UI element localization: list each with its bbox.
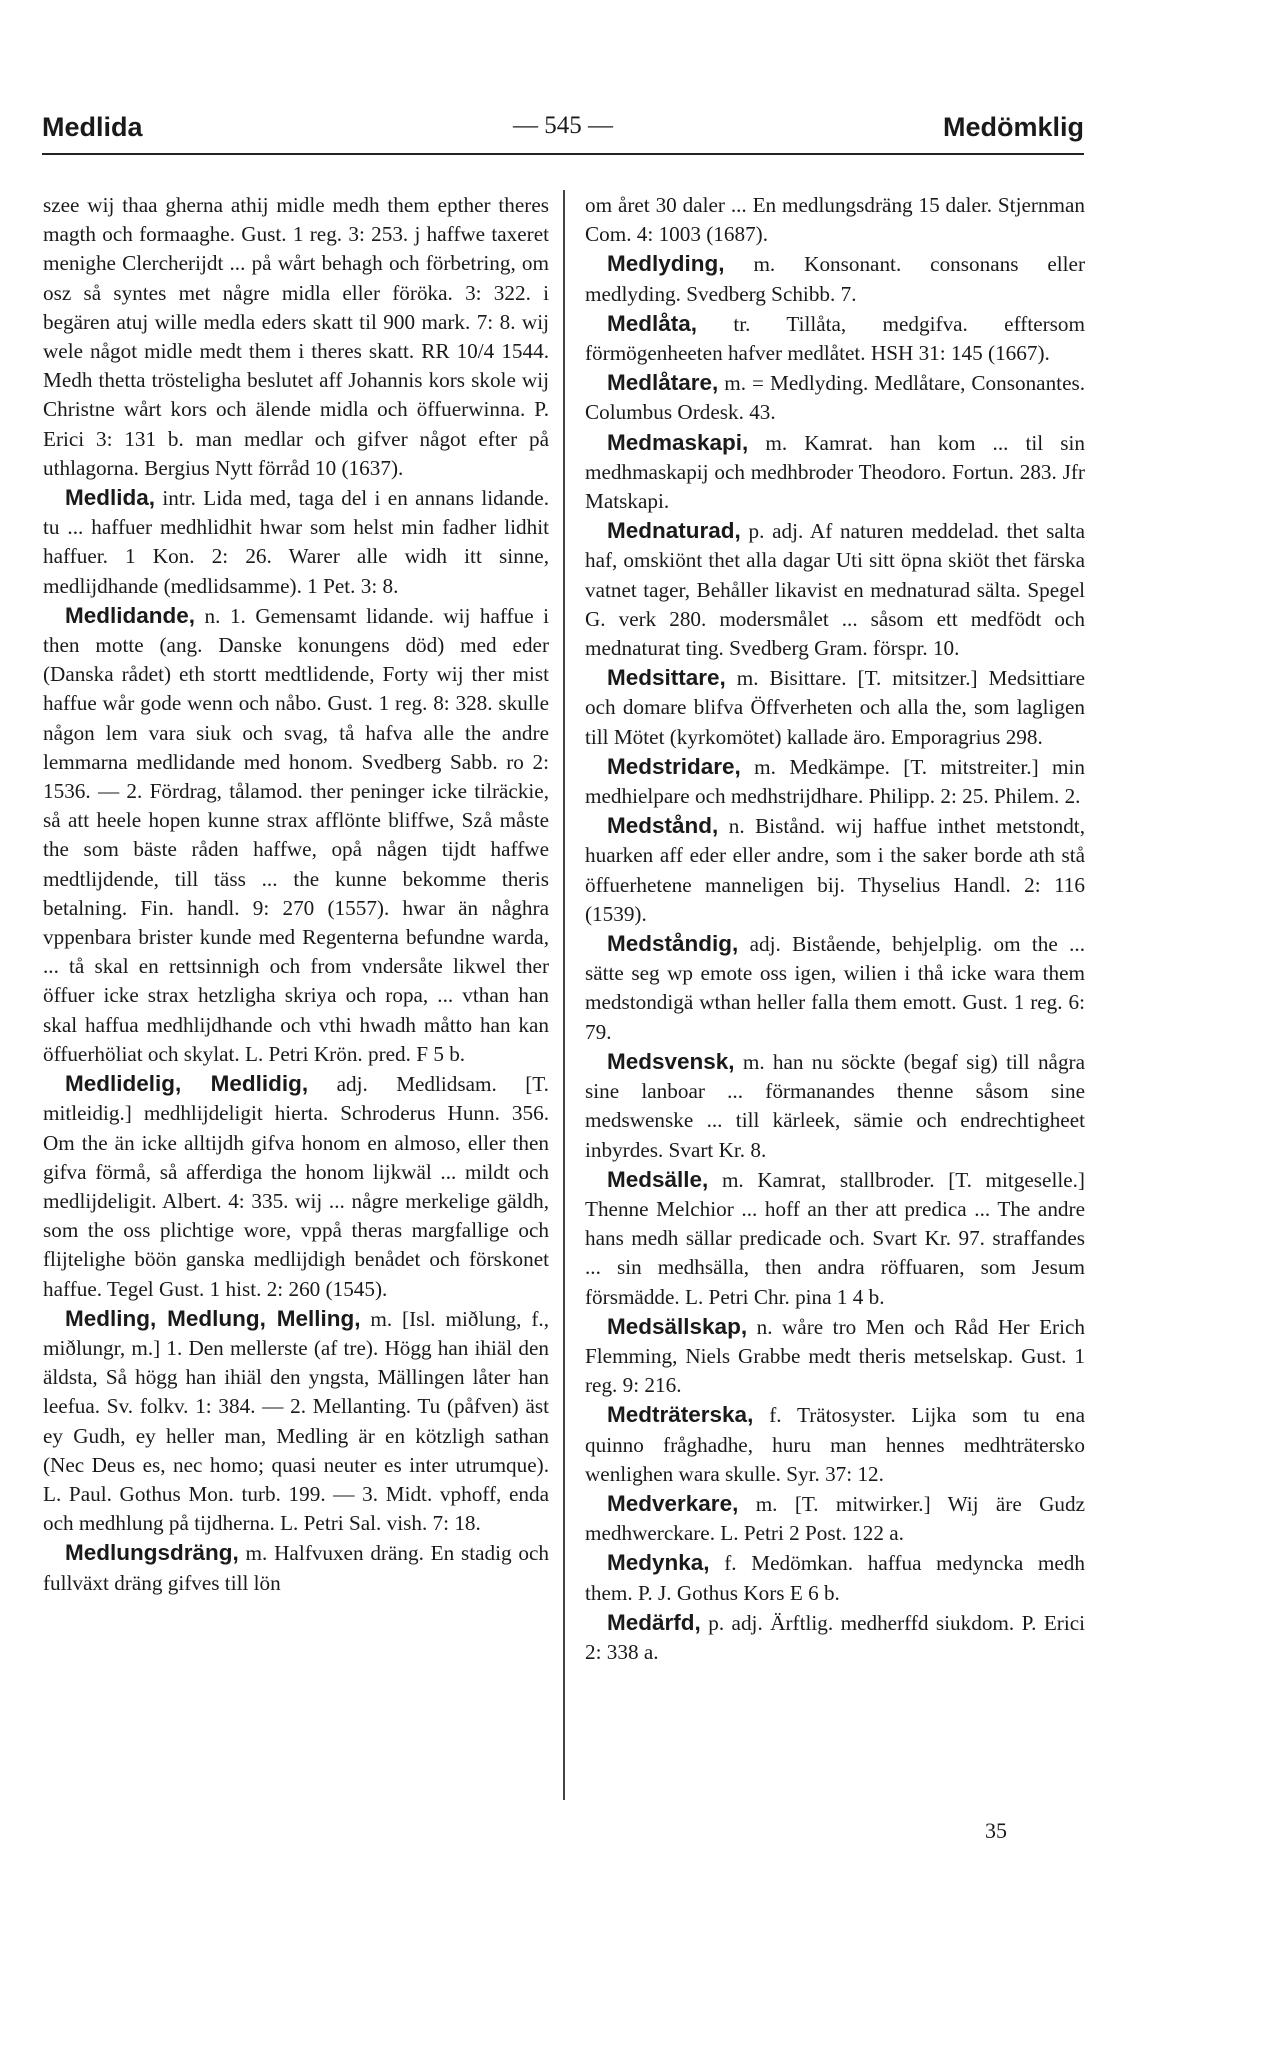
running-header [42, 112, 1084, 152]
entry [585, 516, 1085, 663]
definition: m. Kamrat, stallbroder. [T. mitgeselle.] Thenne Melchior ... hoff an ther att predica ... The andre hans medh sällar predicade och. Svart Kr. 97. straffandes ... sin medhsälla, then andra röffuaren, som Jesum försmädde. L. Petri Chr. pina 1 4 b. [585, 1167, 1085, 1309]
headword: Mednaturad, [607, 518, 741, 544]
header-last-word: Medömklig [942, 112, 1084, 142]
entry [585, 368, 1085, 427]
definition: n. Bistånd. wij haffue inthet metstondt, huarken aff eder eller andre, som i the saker borde ath stå öffuerhetene manneligen bij. Thyselius Handl. 2: 116 (1539). [585, 814, 1085, 926]
definition: n. wåre tro Men och Råd Her Erich Flemming, Niels Grabbe medt theris metselskap. Gust. 1 reg. 9: 216. [585, 1314, 1085, 1398]
headword: Medlungsdräng, [65, 1540, 239, 1566]
entry [585, 1047, 1085, 1165]
headword: Medynka, [607, 1550, 710, 1576]
definition: m. [T. mitwirker.] Wij äre Gudz medhwerckare. L. Petri 2 Post. 122 a. [585, 1491, 1086, 1546]
definition: f. Medömkan. haffua medyncka medh them. P. J. Gothus Kors E 6 b. [585, 1551, 1085, 1605]
definition: adj. Medlidsam. [T. mitleidig.] medhlijdeligit hierta. Schroderus Hunn. 356. Om the än icke alltijdh gifva honom en almoso, eller then gifva förmå, så afferdiga the honom lijkwäl ... mildt och medlijdeligit. Albert. 4: 335. wij ... någre merkelige gäldh, som the oss plichtige wore, vppå theras margfallige och flijtelighe böön ganska medlijdigh benådet och förskonet haffue. Tegel Gust. 1 hist. 2: 260 (1545). [43, 1072, 549, 1301]
header-first-word: Medlida [42, 112, 143, 142]
entry [585, 1608, 1085, 1667]
entry [585, 428, 1085, 517]
headword: Medmaskapi, [607, 429, 749, 455]
definition: m. = Medlyding. Medlåtare, Consonantes. Columbus Ordesk. 43. [585, 371, 1086, 425]
entry [585, 309, 1085, 368]
headword: Medsällskap, [607, 1313, 748, 1339]
definition: m. [Isl. miðlung, f., miðlungr, m.] 1. Den mellerste (af tre). Högg han ihiäl den äldsta, Så högg han ihiäl den yngsta, Mällingen låter han leefua. Sv. folkv. 1: 384. — 2. Mellanting. Tu (påfven) äst ey Gudh, ey heller man, Medling är en kötzligh sathan (Nec Deus es, nec homo; quasi neuter es inter utrumque). L. Paul. Gothus Mon. turb. 199. — 3. Midt. vphoff, enda och medhlung på tijdherna. L. Petri Sal. vish. 7: 18. [43, 1306, 549, 1536]
right-column [585, 191, 1085, 1667]
definition: m. Kamrat. han kom ... til sin medhmaskapij och medhbroder Theodoro. Fortun. 283. Jfr Matskapi. [585, 430, 1085, 514]
definition: m. Medkämpe. [T. mitstreiter.] min medhielpare och medhstrijdhare. Philipp. 2: 25. Philem. 2. [585, 754, 1085, 809]
entry [585, 1400, 1085, 1489]
entry [585, 1548, 1085, 1607]
entry [585, 1489, 1085, 1548]
definition: f. Trätosyster. Lijka som tu ena quinno fråghadhe, huru man hennes medhträtersko wenlighen wara skulle. Syr. 37: 12. [585, 1403, 1085, 1486]
entry [585, 752, 1085, 811]
headword: Medlidande, [65, 602, 196, 628]
header-rule [42, 153, 1084, 155]
column-divider [563, 190, 565, 1800]
headword: Medverkare, [607, 1490, 739, 1516]
headword: Medträterska, [607, 1402, 754, 1428]
definition: intr. Lida med, taga del i en annans lidande. tu ... haffuer medhlidhit hwar som helst min fadher lidhit haffuer. 1 Kon. 2: 26. Warer alle widh itt sinne, medlijdhande (medlidsamme). 1 Pet. 3: 8. [43, 486, 550, 598]
entry [585, 811, 1085, 929]
definition: adj. Bistående, behjelplig. om the ... sätte seg wp emote oss igen, wilien i thå icke wara them medstondigä wthan heller falla them emott. Gust. 1 reg. 6: 79. [585, 932, 1086, 1044]
definition: m. Halfvuxen dräng. En stadig och fullväxt dräng gifves till lön [43, 1541, 549, 1595]
entry [43, 1538, 549, 1597]
entry [43, 1304, 549, 1539]
entry [43, 601, 549, 1069]
definition: m. Bisittare. [T. mitsitzer.] Medsittiare och domare blifva Öffverheten och alla the, som lagligen till Mötet (kyrkomötet) kallade äro. Emporagrius 298. [585, 666, 1085, 749]
continued-paragraph: om året 30 daler ... En medlungsdräng 15 daler. Stjernman Com. 4: 1003 (1687). [585, 193, 1085, 247]
definition: p. adj. Af naturen meddelad. thet salta haf, omskiönt thet alla dagar Uti sitt öpna skiöt thet färska vatnet tager, Behåller likavist en mednaturad sälta. Spegel G. verk 280. modersmålet ... såsom ett medfödt och mednaturat ting. Svedberg Gram. förspr. 10. [585, 519, 1086, 661]
entry [585, 1312, 1085, 1401]
headword: Medlåta, [607, 310, 698, 336]
continued-paragraph: szee wij thaa gherna athij midle medh them epther theres magth och formaaghe. Gust. 1 reg. 3: 253. j haffwe taxeret menighe Clercherijdt ... på wårt behagh och förbetring, om osz så syntes met någre midla eller föröka. 3: 322. i begären atuj wille medla eders skatt til 900 mark. 7: 8. wij wele något midle medt them i theres skatt. RR 10/4 1544. Medh thetta tröstelighа beslutet aff Johannis kors skole wij Christne wårt kors och älende midla och öffuerwinna. P. Erici 3: 131 b. man medlar och gifver något efter på uthlagorna. Bergius Nytt förråd 10 (1637). [43, 193, 549, 480]
headword: Medling, Medlung, Melling, [65, 1305, 361, 1331]
entry [585, 663, 1085, 752]
definition: p. adj. Ärftlig. medherffd siukdom. P. Erici 2: 338 a. [585, 1610, 1086, 1664]
entry [43, 483, 549, 601]
headword: Medsälle, [607, 1166, 709, 1192]
entry [585, 249, 1085, 308]
headword: Medlyding, [607, 251, 725, 277]
headword: Medstridare, [607, 753, 741, 779]
headword: Medärfd, [607, 1609, 701, 1635]
definition: m. Konsonant. consonans eller medlyding. Svedberg Schibb. 7. [585, 252, 1085, 306]
headword: Medstånd, [607, 813, 719, 839]
headword: Medståndig, [607, 931, 739, 957]
left-column [43, 191, 549, 1598]
page-number: — 545 — [513, 112, 613, 139]
definition: m. han nu söckte (begaf sig) till några sine lanboar ... förmanandes thenne såsom sine medswenske ... till kärleek, sämie och endrechtigheet inbyrdes. Svart Kr. 8. [585, 1049, 1086, 1162]
definition: tr. Tillåta, medgifva. efftersom förmögenheeten hafver medlåtet. HSH 31: 145 (1667). [585, 311, 1085, 366]
definition: n. 1. Gemensamt lidande. wij haffue i then motte (ang. Danske konungens död) med eder (Danska rådet) eth stortt medtlidende, Forty wij ther mist haffue wår gode wenn och nåbo. Gust. 1 reg. 8: 328. skulle någon lem vara siuk och svag, tå hafva alle the andre lemmarna medlidande med honom. Svedberg Sabb. ro 2: 1536. — 2. Fördrag, tålamod. ther peninger icke tilräckie, så att heele hopen kunne strax afflönte bliffwe, Szå måste the som bäste råden haffwe, opå någen tijdt haffwe medtlijdende, till täss ... the kunne bekomme theris betalning. Fin. handl. 9: 270 (1557). hwar än någhra vppenbara brister kunde med Regenterna befundne warda, ... tå skal en rettsinnigh och from vndersåte likwel ther öffuer icke strax hetzligha skriya och ropa, ... vthan han skal haffua medhlijdhande och vthi hwadh måtto han kan öffuerhöliat och skylat. L. Petri Krön. pred. F 5 b. [43, 603, 550, 1066]
headword: Medsittare, [607, 665, 726, 691]
headword: Medlåtare, [607, 370, 719, 396]
entry [43, 1069, 549, 1304]
signature-mark: 35 [985, 1818, 1007, 1843]
headword: Medlidelig, Medlidig, [65, 1071, 309, 1097]
headword: Medsvensk, [607, 1048, 735, 1074]
headword: Medlida, [65, 485, 156, 511]
entry [585, 1165, 1085, 1312]
entry [585, 929, 1085, 1047]
